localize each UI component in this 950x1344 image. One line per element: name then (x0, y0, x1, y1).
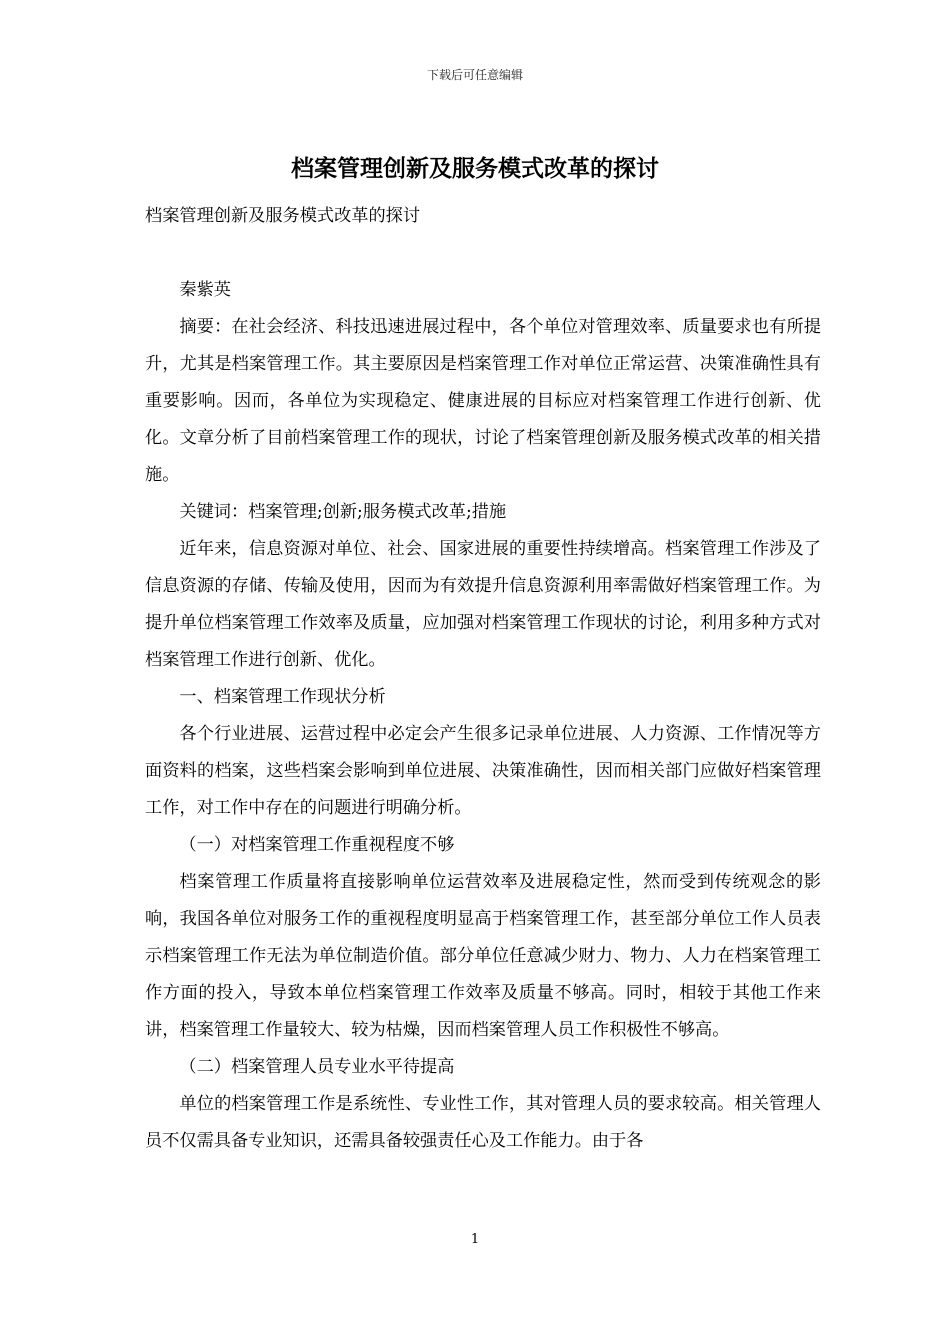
section-paragraph-1: 各个行业进展、运营过程中必定会产生很多记录单位进展、人力资源、工作情况等方面资料的档案，这些档案会影响到单位进展、决策准确性，因而相关部门应做好档案管理工作，对工作中存在的问题进行明确分析。 (145, 724, 821, 818)
subsection-heading-1: （一）对档案管理工作重视程度不够 (179, 835, 455, 855)
document-subtitle: 档案管理创新及服务模式改革的探讨 (145, 206, 421, 226)
keywords-line: 关键词：档案管理;创新;服务模式改革;措施 (179, 502, 507, 522)
page-number: 1 (470, 1232, 480, 1247)
document-body (145, 198, 821, 1160)
document-title: 档案管理创新及服务模式改革的探讨 (291, 155, 659, 182)
blank-line (145, 235, 821, 272)
intro-paragraph: 近年来，信息资源对单位、社会、国家进展的重要性持续增高。档案管理工作涉及了信息资源的存储、传输及使用，因而为有效提升信息资源利用率需做好档案管理工作。为提升单位档案管理工作效率及质量，应加强对档案管理工作现状的讨论，利用多种方式对档案管理工作进行创新、优化。 (145, 539, 821, 670)
subsection-paragraph-1: 档案管理工作质量将直接影响单位运营效率及进展稳定性，然而受到传统观念的影响，我国各单位对服务工作的重视程度明显高于档案管理工作，甚至部分单位工作人员表示档案管理工作无法为单位制造价值。部分单位任意减少财力、物力、人力在档案管理工作方面的投入，导致本单位档案管理工作效率及质量不够高。同时，相较于其他工作来讲，档案管理工作量较大、较为枯燥，因而档案管理人员工作积极性不够高。 (145, 872, 821, 1040)
subsection-paragraph-2: 单位的档案管理工作是系统性、专业性工作，其对管理人员的要求较高。相关管理人员不仅需具备专业知识，还需具备较强责任心及工作能力。由于各 (145, 1094, 821, 1151)
page-header-note: 下载后可任意编辑 (426, 68, 523, 82)
abstract-paragraph: 摘要：在社会经济、科技迅速进展过程中，各个单位对管理效率、质量要求也有所提升，尤其是档案管理工作。其主要原因是档案管理工作对单位正常运营、决策准确性具有重要影响。因而，各单位为实现稳定、健康进展的目标应对档案管理工作进行创新、优化。文章分析了目前档案管理工作的现状，讨论了档案管理创新及服务模式改革的相关措施。 (145, 317, 821, 485)
subsection-heading-2: （二）档案管理人员专业水平待提高 (179, 1057, 455, 1077)
author-name: 秦紫英 (179, 280, 231, 300)
section-heading-1: 一、档案管理工作现状分析 (179, 687, 386, 707)
